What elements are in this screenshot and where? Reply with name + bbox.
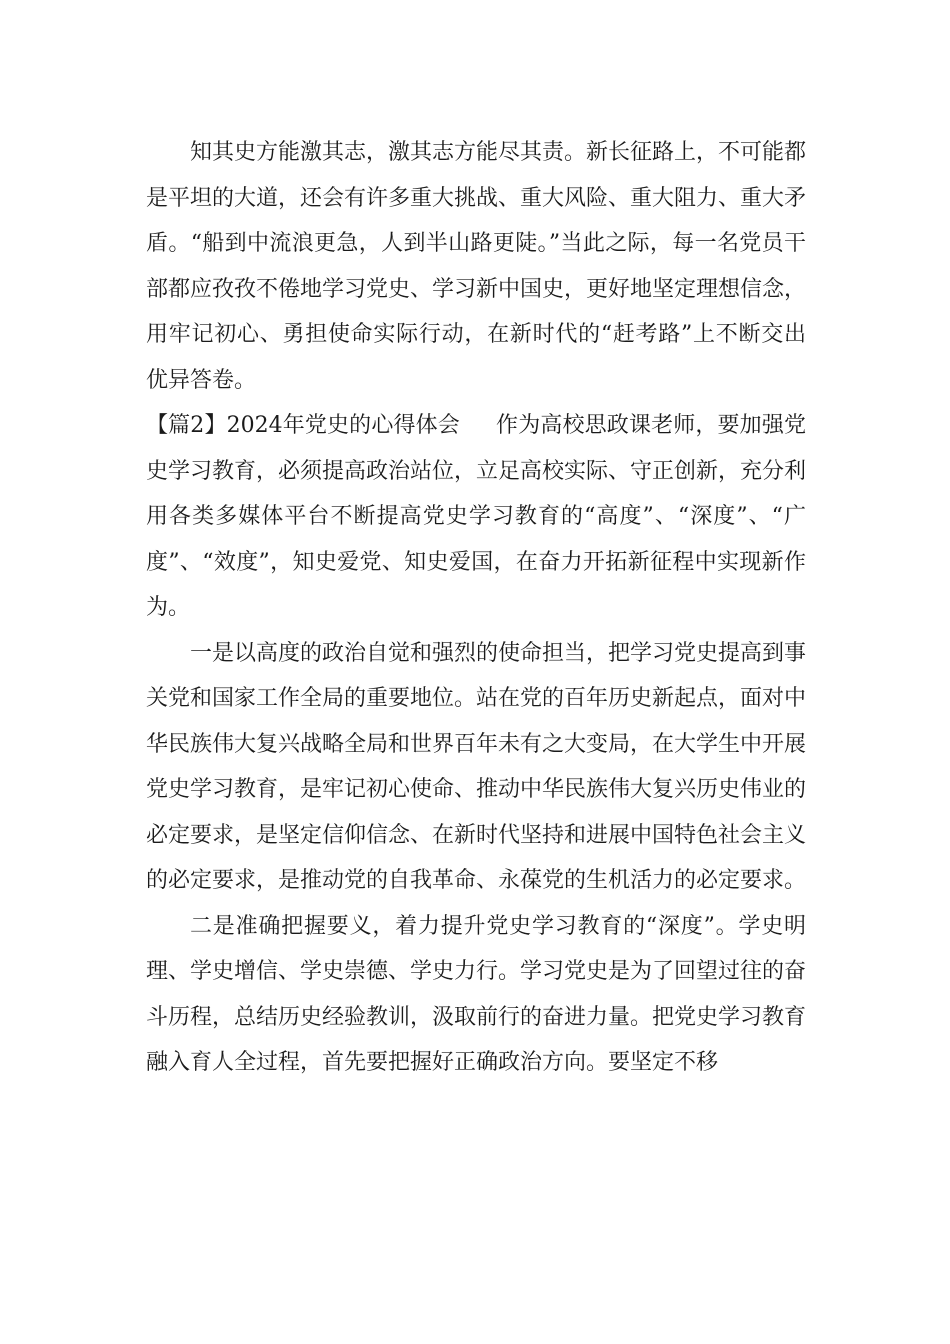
paragraph-3: 一是以高度的政治自觉和强烈的使命担当，把学习党史提高到事关党和国家工作全局的重要地位。站在党的百年历史新起点，面对中华民族伟大复兴战略全局和世界百年未有之大变局，在大学生中开展党史学习教育，是牢记初心使命、推动中华民族伟大复兴历史伟业的必定要求，是坚定信仰信念、在新时代坚持和进展中国特色社会主义的必定要求，是推动党的自我革命、永葆党的生机活力的必定要求。 <box>146 640 807 893</box>
paragraph-2 <box>146 403 806 631</box>
document-body <box>146 130 806 1086</box>
section-heading: 【篇2】2024年党史的心得体会 <box>146 413 460 438</box>
paragraph-1: 知其史方能激其志，激其志方能尽其责。新长征路上，不可能都是平坦的大道，还会有许多重大挑战、重大风险、重大阻力、重大矛盾。“船到中流浪更急，人到半山路更陡。”当此之际，每一名党员干部都应孜孜不倦地学习党史、学习新中国史，更好地坚定理想信念，用牢记初心、勇担使命实际行动，在新时代的“赶考路”上不断交出优异答卷。 <box>146 140 807 393</box>
paragraph-4: 二是准确把握要义，着力提升党史学习教育的“深度”。学史明理、学史增信、学史崇德、学史力行。学习党史是为了回望过往的奋斗历程，总结历史经验教训，汲取前行的奋进力量。把党史学习教育融入育人全过程，首先要把握好正确政治方向。要坚定不移 <box>146 913 807 1075</box>
paragraph-2-body: 作为高校思政课老师，要加强党史学习教育，必须提高政治站位，立足高校实际、守正创新，充分利用各类多媒体平台不断提高党史学习教育的“高度”、“深度”、“广度”、“效度”，知史爱党、知史爱国，在奋力开拓新征程中实现新作为。 <box>146 413 807 620</box>
